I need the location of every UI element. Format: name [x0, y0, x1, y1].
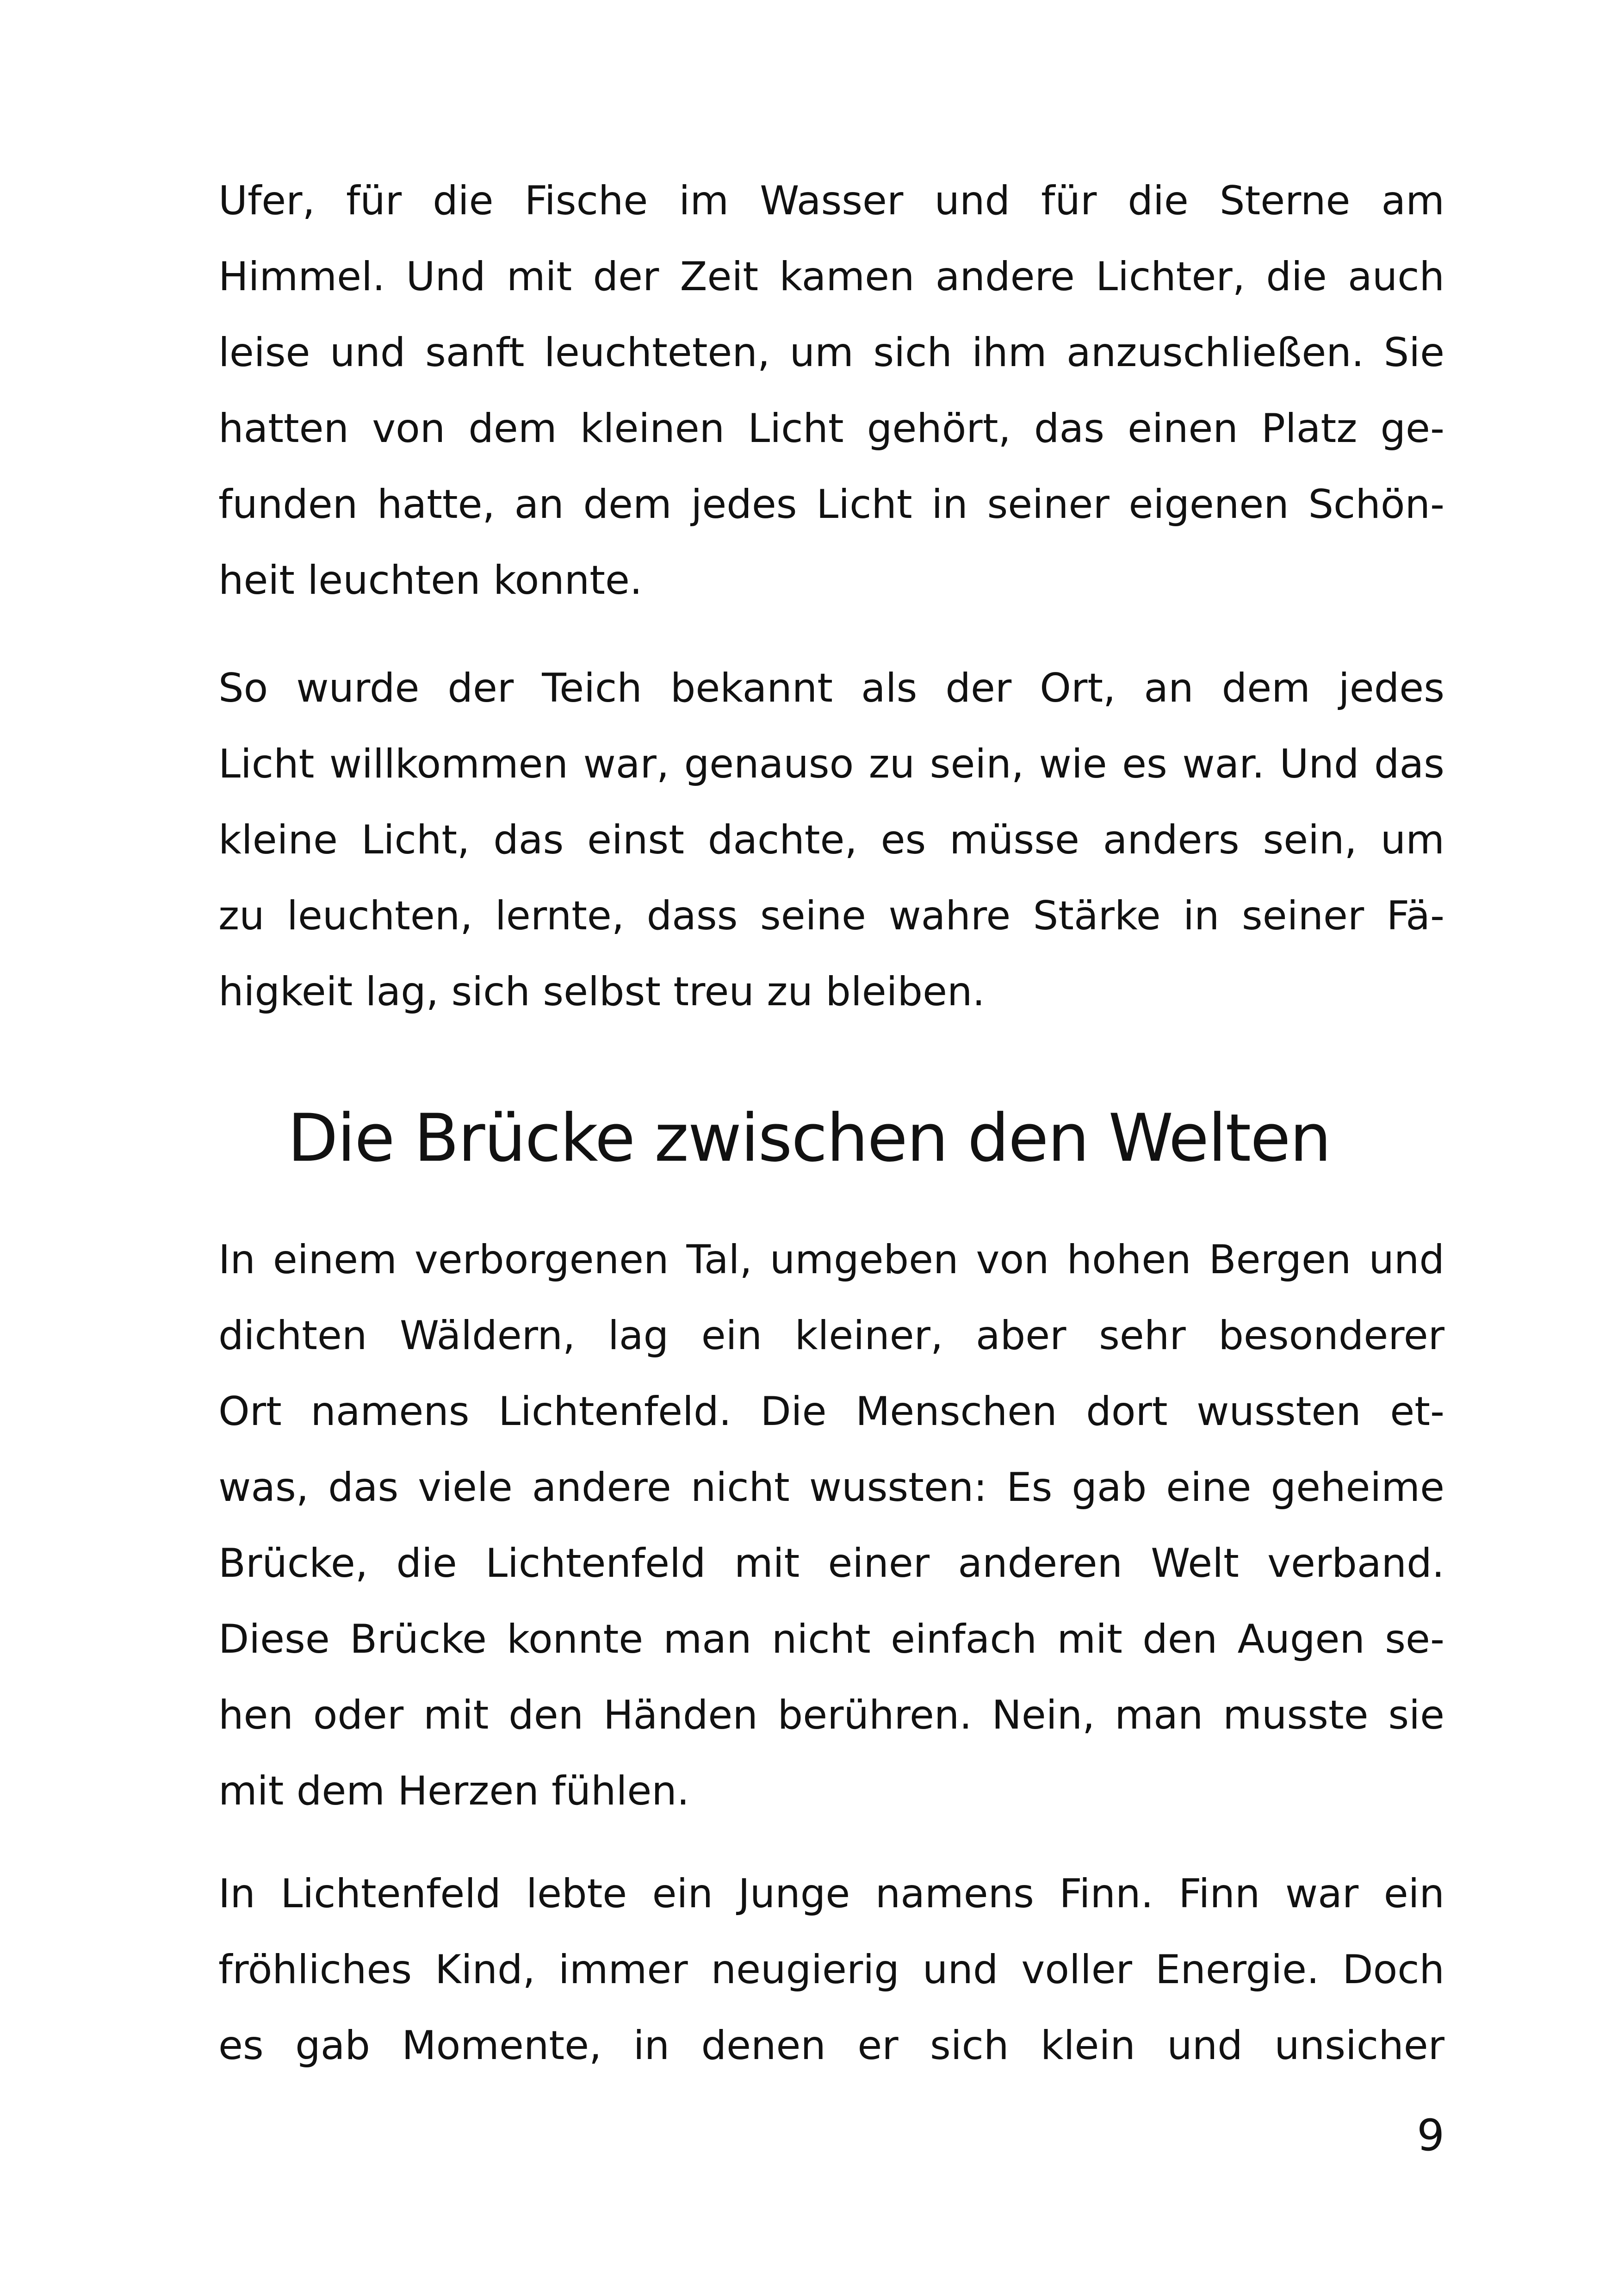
paragraph — [218, 1222, 1444, 1829]
text-line: Ufer, für die Fische im Wasser und für die Sterne am — [218, 178, 1444, 224]
text-line: hen oder mit den Händen berühren. Nein, man musste sie — [218, 1692, 1444, 1738]
text-line: heit leuchten konnte. — [218, 557, 643, 604]
text-line: fröhliches Kind, immer neugierig und voller Energie. Doch — [218, 1947, 1444, 1993]
text-line: Himmel. Und mit der Zeit kamen andere Lichter, die auch — [218, 254, 1444, 300]
text-line: Ort namens Lichtenfeld. Die Menschen dort wussten et- — [218, 1388, 1444, 1435]
text-line: So wurde der Teich bekannt als der Ort, an dem jedes — [218, 665, 1444, 711]
text-line: higkeit lag, sich selbst treu zu bleiben. — [218, 969, 985, 1015]
text-line: Licht willkommen war, genauso zu sein, wie es war. Und das — [218, 741, 1444, 787]
text-line: Brücke, die Lichtenfeld mit einer anderen Welt verband. — [218, 1540, 1444, 1587]
paragraph — [218, 163, 1444, 618]
paragraph — [218, 1856, 1444, 2084]
text-line: dichten Wäldern, lag ein kleiner, aber sehr besonderer — [218, 1313, 1444, 1359]
text-line: zu leuchten, lernte, dass seine wahre Stärke in seiner Fä- — [218, 893, 1444, 939]
text-line: In Lichtenfeld lebte ein Junge namens Finn. Finn war ein — [218, 1871, 1444, 1917]
text-line: In einem verborgenen Tal, umgeben von hohen Bergen und — [218, 1237, 1444, 1283]
text-line: kleine Licht, das einst dachte, es müsse anders sein, um — [218, 817, 1444, 863]
paragraph — [218, 650, 1444, 1030]
chapter-heading: Die Brücke zwischen den Welten — [287, 1100, 1331, 1176]
text-line: was, das viele andere nicht wussten: Es gab eine geheime — [218, 1464, 1444, 1511]
text-line: mit dem Herzen fühlen. — [218, 1768, 690, 1814]
text-line: funden hatte, an dem jedes Licht in seiner eigenen Schön- — [218, 481, 1444, 528]
page-number: 9 — [1417, 2110, 1444, 2161]
text-line: hatten von dem kleinen Licht gehört, das einen Platz ge- — [218, 405, 1444, 452]
text-line: leise und sanft leuchteten, um sich ihm anzuschließen. Sie — [218, 330, 1444, 376]
text-line: es gab Momente, in denen er sich klein und unsicher — [218, 2022, 1444, 2069]
text-line: Diese Brücke konnte man nicht einfach mit den Augen se- — [218, 1616, 1444, 1662]
